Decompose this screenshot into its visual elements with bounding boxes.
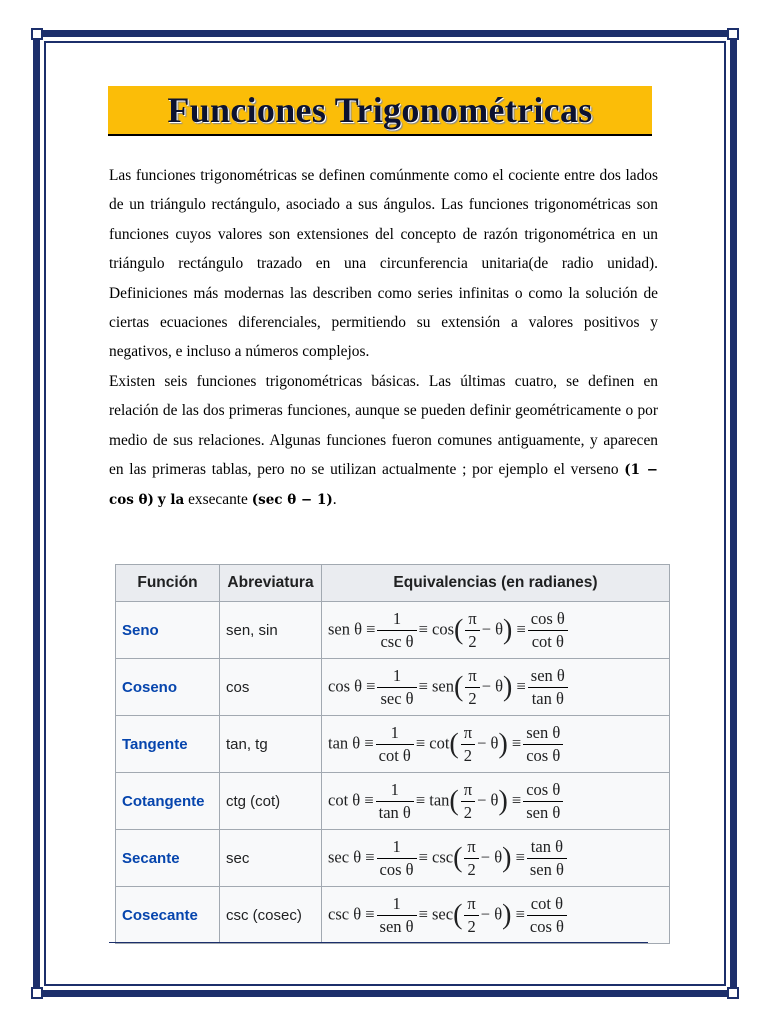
function-name-link[interactable]: Tangente [116,716,220,773]
close-paren: ) [503,671,513,702]
function-name-link[interactable]: Seno [116,602,220,659]
close-paren: ) [502,899,512,930]
fraction-denominator: 2 [465,687,479,710]
pi-half-fraction [461,722,475,767]
cofunction-name: cos [432,618,455,638]
equivalence-formula [322,887,670,944]
equiv-symbol: ≡ [366,618,376,638]
quotient-fraction [528,608,568,653]
function-abbreviation: csc (cosec) [220,887,322,944]
quotient-fraction [527,893,567,938]
fraction-numerator: cos θ [526,779,561,799]
equiv-symbol: ≡ [516,675,526,695]
fraction-numerator: π [463,722,473,742]
bottom-rule [109,942,648,943]
paragraph-intro: Las funciones trigonométricas se definen comúnmente como el cociente entre dos lados de un triángulo rectángulo, asociado a sus ángulos. Las funciones trigonométricas son funciones cuyos valores son extensiones del concepto de razón trigonométrica en un triángulo rectángulo trazado en una circunferencia unitaria(de radio unidad). Definiciones más modernas las describen como series infinitas o como la solución de ciertas ecuaciones diferenciales, permitiendo su extensión a valores positivos y negativos, e incluso a números complejos. [109,167,658,361]
fraction-denominator: sec θ [377,687,416,710]
border-corner-bottom-right [727,987,739,999]
header-funcion: Función [116,565,220,602]
cofunction-name: csc [432,846,454,866]
equiv-symbol: ≡ [418,903,428,923]
formula-lhs: csc θ [328,903,362,923]
open-paren: ( [454,671,464,702]
quotient-fraction [528,665,568,710]
close-paren: ) [502,842,512,873]
fraction-numerator: π [463,779,473,799]
table-row [116,716,670,773]
function-abbreviation: ctg (cot) [220,773,322,830]
open-paren: ( [449,728,459,759]
fraction-denominator: csc θ [377,630,416,653]
fraction-denominator: tan θ [528,687,568,710]
fraction-numerator: tan θ [530,836,563,856]
quotient-fraction [523,779,563,824]
minus-theta: − θ [481,618,504,638]
function-name-link[interactable]: Coseno [116,659,220,716]
fraction-numerator: 1 [390,722,399,742]
equiv-symbol: ≡ [418,675,428,695]
paragraph-functions-text: Existen seis funciones trigonométricas básicas. Las últimas cuatro, se definen en relación de las dos primeras funciones, aunque se pueden definir geométricamente o por medio de sus relaciones. Algunas funciones fueron comunes antiguamente, y aparecen en las primeras tablas, pero no se utilizan actualmente ; por ejemplo el verseno [109,372,658,479]
fraction-numerator: π [468,665,477,685]
equiv-symbol: ≡ [365,846,375,866]
formula-lhs: cos θ [328,675,363,695]
formula-lhs: cot θ [328,789,361,809]
minus-theta: − θ [481,675,504,695]
function-name-link[interactable]: Secante [116,830,220,887]
close-paren: ) [498,728,508,759]
border-corner-bottom-left [31,987,43,999]
fraction-denominator: cos θ [523,744,563,767]
equivalence-formula [322,830,670,887]
table-row [116,659,670,716]
equivalence-formula [322,773,670,830]
connector-text: y la [157,492,185,509]
function-abbreviation: tan, tg [220,716,322,773]
equiv-symbol: ≡ [515,903,525,923]
pi-half-fraction [465,608,479,653]
fraction-numerator: 1 [392,608,402,628]
equivalence-formula [322,716,670,773]
body-text [109,161,658,516]
fraction-numerator: 1 [390,779,399,799]
fraction-numerator: π [467,893,476,913]
fraction-numerator: π [467,836,476,856]
reciprocal-fraction [377,665,416,710]
fraction-denominator: sen θ [527,858,567,881]
equiv-symbol: ≡ [418,618,428,638]
equiv-symbol: ≡ [511,732,522,752]
fraction-numerator: cot θ [530,893,563,913]
equiv-symbol: ≡ [364,732,374,752]
formula-lhs: tan θ [328,732,361,752]
formula-lhs: sec θ [328,846,362,866]
header-abreviatura: Abreviatura [220,565,322,602]
equiv-symbol: ≡ [365,903,375,923]
header-equivalencias: Equivalencias (en radianes) [322,565,670,602]
fraction-denominator: 2 [464,915,478,938]
equivalence-formula [322,659,670,716]
fraction-numerator: sen θ [530,665,565,685]
open-paren: ( [454,614,464,645]
pi-half-fraction [461,779,475,824]
cofunction-name: tan [429,789,450,809]
function-abbreviation: cos [220,659,322,716]
reciprocal-fraction [377,893,417,938]
open-paren: ( [453,899,463,930]
trig-functions-table [115,564,670,944]
reciprocal-fraction [376,779,414,824]
equiv-symbol: ≡ [364,789,374,809]
equiv-symbol: ≡ [515,846,525,866]
close-paren: ) [498,785,508,816]
reciprocal-fraction [377,836,417,881]
pi-half-fraction [464,836,478,881]
open-paren: ( [449,785,459,816]
pi-half-fraction [465,665,479,710]
fraction-denominator: 2 [465,630,479,653]
equiv-symbol: ≡ [415,732,426,752]
fraction-denominator: cos θ [377,858,417,881]
minus-theta: − θ [480,846,503,866]
equiv-symbol: ≡ [415,789,426,809]
fraction-denominator: sen θ [523,801,563,824]
equiv-symbol: ≡ [511,789,522,809]
table-row [116,887,670,944]
versine-formula: (1 − cos θ) [109,462,658,509]
fraction-numerator: 1 [392,836,401,856]
reciprocal-fraction [377,608,416,653]
border-corner-top-right [727,28,739,40]
page-title: Funciones Trigonométricas [167,90,593,130]
quotient-fraction [527,836,567,881]
function-name-link[interactable]: Cotangente [116,773,220,830]
quotient-fraction [523,722,563,767]
border-corner-top-left [31,28,43,40]
function-abbreviation: sen, sin [220,602,322,659]
table-row [116,602,670,659]
open-paren: ( [453,842,463,873]
fraction-numerator: sen θ [526,722,561,742]
paragraph-end: . [332,491,337,509]
title-banner [108,86,652,136]
pi-half-fraction [464,893,478,938]
fraction-denominator: cot θ [528,630,568,653]
minus-theta: − θ [480,903,503,923]
exsecant-word: exsecante [188,491,248,509]
table-row [116,773,670,830]
fraction-numerator: cos θ [530,608,565,628]
table-row [116,830,670,887]
cofunction-name: sec [432,903,454,923]
fraction-numerator: 1 [392,665,402,685]
equiv-symbol: ≡ [366,675,376,695]
function-abbreviation: sec [220,830,322,887]
minus-theta: − θ [477,789,499,809]
fraction-denominator: 2 [464,858,478,881]
reciprocal-fraction [376,722,414,767]
minus-theta: − θ [477,732,499,752]
equiv-symbol: ≡ [418,846,428,866]
table-header-row [116,565,670,602]
fraction-denominator: sen θ [377,915,417,938]
cofunction-name: sen [432,675,455,695]
fraction-denominator: cot θ [376,744,414,767]
equiv-symbol: ≡ [516,618,526,638]
fraction-denominator: 2 [461,744,475,767]
formula-lhs: sen θ [328,618,363,638]
equivalence-formula [322,602,670,659]
fraction-denominator: cos θ [527,915,567,938]
exsecant-formula: (sec θ − 1) [251,492,333,509]
fraction-numerator: 1 [392,893,401,913]
paragraph-functions [109,367,658,516]
fraction-denominator: tan θ [376,801,414,824]
close-paren: ) [503,614,513,645]
fraction-numerator: π [468,608,477,628]
cofunction-name: cot [429,732,450,752]
function-name-link[interactable]: Cosecante [116,887,220,944]
fraction-denominator: 2 [461,801,475,824]
